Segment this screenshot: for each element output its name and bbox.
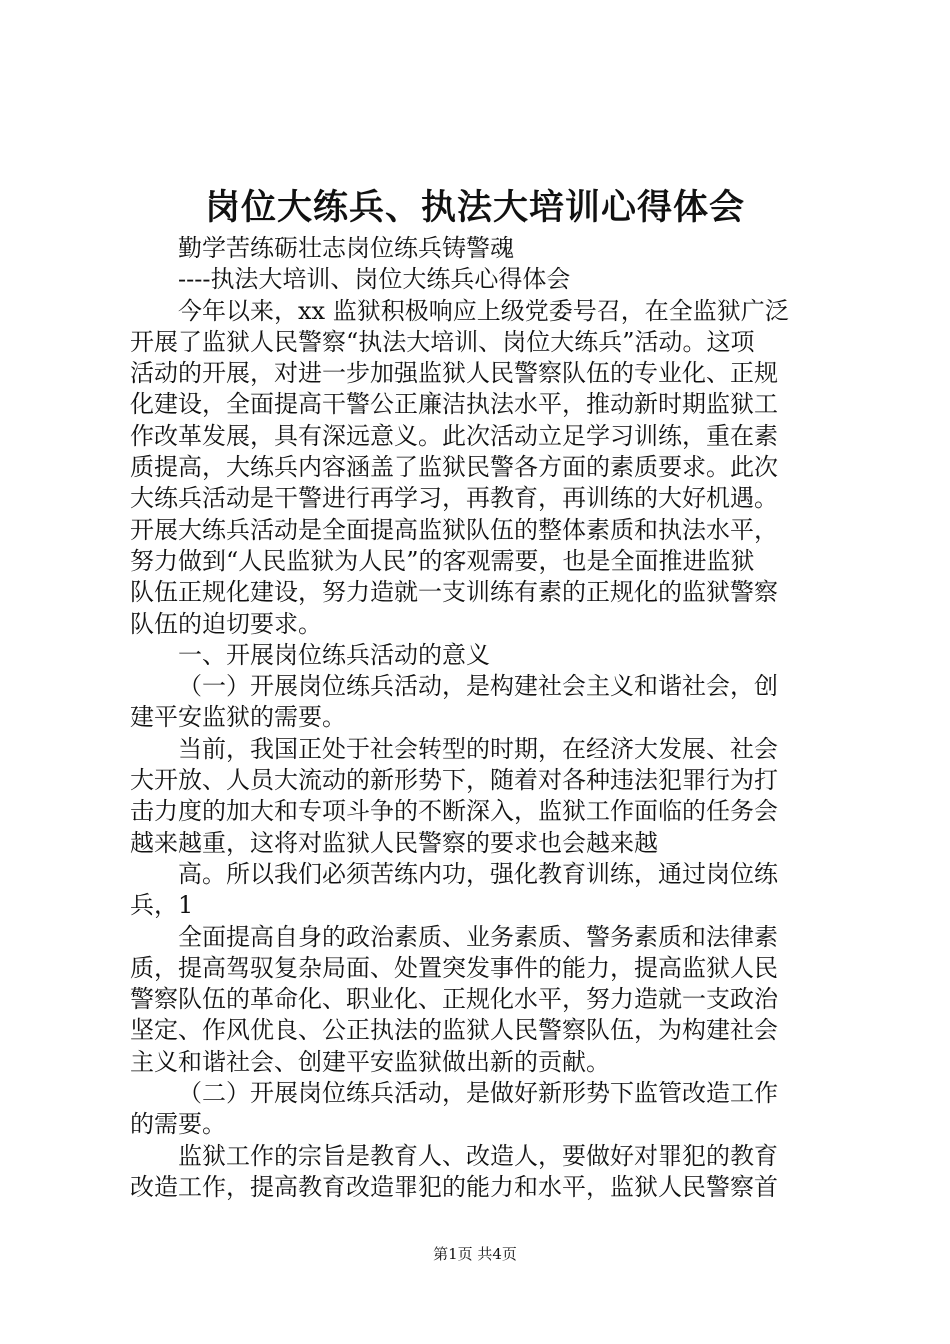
text-line: 主义和谐社会、创建平安监狱做出新的贡献。	[130, 1047, 610, 1076]
text-line: 质，提高驾驭复杂局面、处置突发事件的能力，提高监狱人民	[130, 953, 778, 982]
text-line: 建平安监狱的需要。	[130, 703, 346, 732]
text-line: 兵，1	[130, 891, 194, 920]
text-line: 勤学苦练砺壮志岗位练兵铸警魂	[178, 234, 514, 262]
document-body	[130, 233, 830, 1203]
text-line: 大练兵活动是干警进行再学习，再教育，再训练的大好机遇。	[130, 484, 778, 513]
text-line: ----执法大培训、岗位大练兵心得体会	[178, 265, 571, 294]
text-line: （二）开展岗位练兵活动，是做好新形势下监管改造工作	[178, 1079, 778, 1108]
text-line: 质提高，大练兵内容涵盖了监狱民警各方面的素质要求。此次	[130, 453, 778, 482]
text-line: 越来越重，这将对监狱人民警察的要求也会越来越	[130, 828, 658, 857]
text-line: 警察队伍的革命化、职业化、正规化水平，努力造就一支政治	[130, 985, 778, 1014]
text-line: 监狱工作的宗旨是教育人、改造人，要做好对罪犯的教育	[178, 1141, 778, 1170]
text-line: 队伍正规化建设，努力造就一支训练有素的正规化的监狱警察	[130, 578, 778, 607]
page-footer: 第1页 共4页	[433, 1245, 517, 1263]
text-line: 的需要。	[130, 1110, 226, 1139]
text-line: 当前，我国正处于社会转型的时期，在经济大发展、社会	[178, 734, 778, 763]
text-line: 作改革发展，具有深远意义。此次活动立足学习训练，重在素	[130, 421, 778, 450]
text-line: 活动的开展，对进一步加强监狱人民警察队伍的专业化、正规	[130, 359, 778, 388]
text-line: 开展大练兵活动是全面提高监狱队伍的整体素质和执法水平，	[130, 515, 778, 544]
text-line: 一、开展岗位练兵活动的意义	[178, 640, 490, 669]
text-line: 击力度的加大和专项斗争的不断深入，监狱工作面临的任务会	[130, 797, 778, 826]
text-line: 高。所以我们必须苦练内功，强化教育训练，通过岗位练	[178, 859, 778, 888]
text-line: 坚定、作风优良、公正执法的监狱人民警察队伍，为构建社会	[130, 1016, 778, 1045]
text-line: 全面提高自身的政治素质、业务素质、警务素质和法律素	[178, 922, 778, 951]
text-line: 改造工作，提高教育改造罪犯的能力和水平，监狱人民警察首	[130, 1172, 778, 1201]
text-line: 今年以来，xx 监狱积极响应上级党委号召，在全监狱广泛	[178, 296, 789, 325]
text-line: （一）开展岗位练兵活动，是构建社会主义和谐社会，创	[178, 672, 778, 701]
text-line: 开展了监狱人民警察“执法大培训、岗位大练兵”活动。这项	[130, 327, 755, 356]
document-title: 岗位大练兵、执法大培训心得体会	[204, 187, 745, 228]
text-line: 化建设，全面提高干警公正廉洁执法水平，推动新时期监狱工	[130, 390, 778, 419]
text-line: 大开放、人员大流动的新形势下，随着对各种违法犯罪行为打	[130, 766, 778, 795]
text-line: 努力做到“人民监狱为人民”的客观需要，也是全面推进监狱	[130, 546, 755, 575]
text-line: 队伍的迫切要求。	[130, 609, 322, 638]
